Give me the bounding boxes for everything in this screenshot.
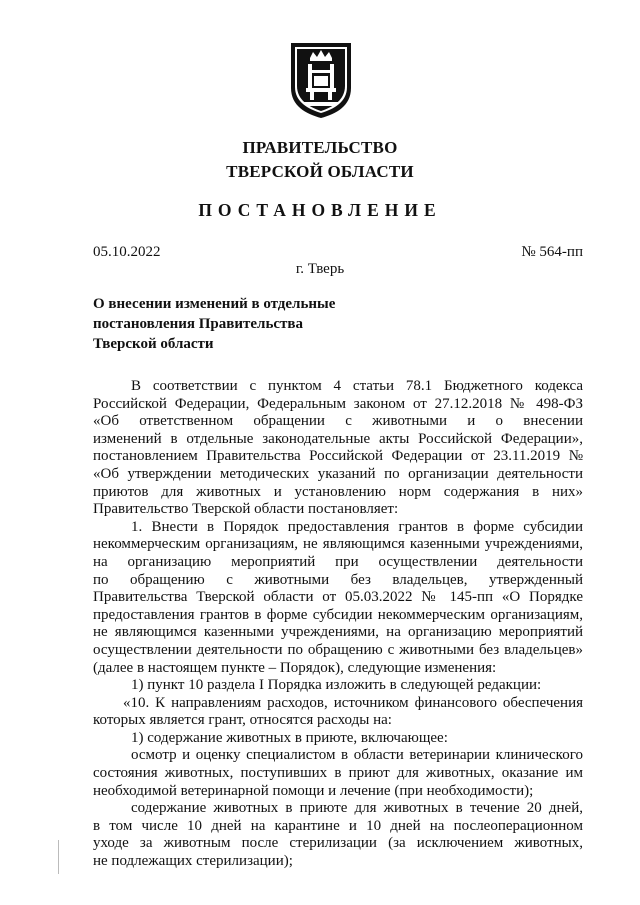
body-line: на организацию мероприятий при осуществлении деятельности	[93, 553, 583, 570]
body-line: изменений в отдельные законодательные акты Российской Федерации»,	[93, 430, 583, 447]
government-title-line1: ПРАВИТЕЛЬСТВО	[242, 138, 398, 157]
body-line: осуществлении деятельности по обращению с животными без владельцев»	[93, 641, 583, 658]
document-date: 05.10.2022	[93, 244, 161, 260]
body-line: приютов для животных и установлению норм содержания в них»	[93, 483, 583, 500]
body-line: не подлежащих стерилизации);	[93, 853, 293, 870]
government-title-line2: ТВЕРСКОЙ ОБЛАСТИ	[226, 162, 414, 181]
body-line: 1. Внести в Порядок предоставления грантов в форме субсидии	[131, 518, 583, 535]
document-type-title: ПОСТАНОВЛЕНИЕ	[198, 200, 442, 220]
body-line: необходимой ветеринарной помощи и лечение (при необходимости);	[93, 782, 534, 799]
body-line: предоставления грантов в форме субсидии некоммерческим организациям,	[93, 606, 583, 623]
subject-line: постановления Правительства	[93, 316, 303, 332]
body-line: Правительства Тверской области от 05.03.2022 № 145-пп «О Порядке	[93, 589, 583, 606]
document-city: г. Тверь	[295, 261, 345, 277]
body-line: состояния животных, поступивших в приют для животных, оказание им	[93, 765, 583, 782]
body-line: Правительство Тверской области постановляет:	[93, 501, 399, 518]
document-body	[93, 378, 583, 871]
body-line: осмотр и оценку специалистом в области ветеринарии клинического	[131, 747, 583, 764]
margin-mark	[58, 840, 59, 874]
body-line: 1) пункт 10 раздела I Порядка изложить в следующей редакции:	[131, 677, 542, 694]
body-line: (далее в настоящем пункте – Порядок), следующие изменения:	[93, 659, 497, 676]
subject-line: Тверской области	[93, 336, 214, 352]
body-line: по обращению с животными без владельцев, утвержденный	[93, 571, 583, 588]
body-line: в том числе 10 дней на карантине и 10 дней на послеоперационном	[93, 817, 583, 834]
document-number: № 564-пп	[521, 244, 583, 260]
document-subject	[93, 294, 335, 354]
body-line: 1) содержание животных в приюте, включающее:	[131, 729, 448, 746]
body-line: уходе за животным после стерилизации (за исключением животных,	[93, 835, 583, 852]
subject-line: О внесении изменений в отдельные	[93, 296, 336, 312]
body-line: «10. К направлениям расходов, источником финансового обеспечения	[123, 694, 583, 711]
body-line: «Об ответственном обращении с животными и о внесении	[93, 413, 583, 430]
body-line: «Об утверждении методических указаний по организации деятельности	[93, 465, 583, 482]
body-line: постановлением Правительства Российской Федерации от 23.11.2019 №	[93, 448, 583, 465]
body-line: В соответствии с пунктом 4 статьи 78.1 Бюджетного кодекса	[131, 378, 583, 394]
tver-coat-of-arms-icon	[288, 40, 354, 120]
body-line: содержание животных в приюте для животных в течение 20 дней,	[131, 800, 583, 817]
body-line: Российской Федерации, Федеральным законом от 27.12.2018 № 498-ФЗ	[93, 395, 583, 412]
body-line: некоммерческим организациям, не являющимся казенными учреждениями,	[93, 536, 583, 553]
body-line: не являющимся казенными учреждениями, на организацию мероприятий	[93, 624, 583, 641]
body-line: которых является грант, относятся расходы на:	[93, 712, 392, 729]
